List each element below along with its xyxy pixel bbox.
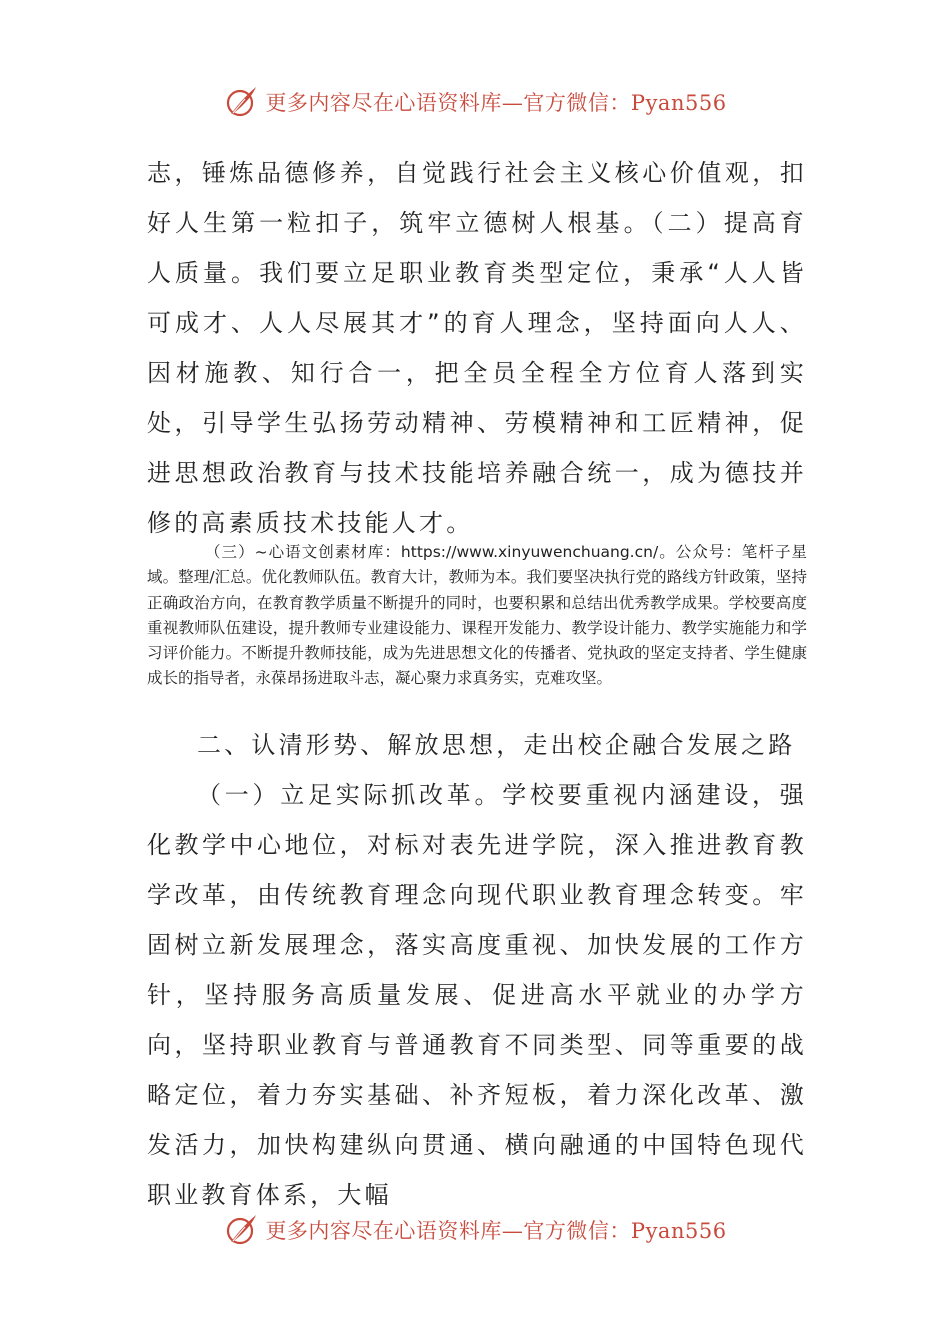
small-paragraph: （三）~心语文创素材库：https://www.xinyuwenchuang.cn/。公众号：笔杆子星域。整理/汇总。优化教师队伍。教育大计，教师为本。我们要坚决执行党的路线方针政策，坚持正确政治方向，在教育教学质量不断提升的同时，也要积累和总结出优秀教学成果。学校要高度重视教师队伍建设，提升教师专业建设能力、课程开发能力、教学设计能力、教学实施能力和学习评价能力。不断提升教师技能，成为先进思想文化的传播者、党执政的坚定支持者、学生健康成长的指导者，永葆昂扬进取斗志，凝心聚力求真务实，克难攻坚。 bbox=[147, 543, 807, 688]
section-heading: 二、认清形势、解放思想，走出校企融合发展之路 bbox=[197, 731, 796, 759]
body-paragraph: （一）立足实际抓改革。学校要重视内涵建设，强化教学中心地位，对标对表先进学院，深入推进教育教学改革，由传统教育理念向现代职业教育理念转变。牢固树立新发展理念，落实高度重视、加快发展的工作方针，坚持服务高质量发展、促进高水平就业的办学方向，坚持职业教育与普通教育不同类型、同等重要的战略定位，着力夯实基础、补齐短板，着力深化改革、激发活力，加快构建纵向贯通、横向融通的中国特色现代职业教育体系，大幅 bbox=[147, 781, 807, 1209]
footer-banner bbox=[0, 1208, 950, 1252]
header-banner bbox=[0, 80, 950, 124]
quill-logo-icon bbox=[223, 84, 259, 120]
quill-logo-icon bbox=[223, 1212, 259, 1248]
banner-text: 更多内容尽在心语资料库—官方微信：Pyan556 bbox=[265, 91, 727, 115]
body-paragraph: 志，锤炼品德修养，自觉践行社会主义核心价值观，扣好人生第一粒扣子，筑牢立德树人根基。（二）提高育人质量。我们要立足职业教育类型定位，秉承“人人皆可成才、人人尽展其才”的育人理念，坚持面向人人、因材施教、知行合一，把全员全程全方位育人落到实处，引导学生弘扬劳动精神、劳模精神和工匠精神，促进思想政治教育与技术技能培养融合统一，成为德技并修的高素质技术技能人才。 bbox=[147, 159, 807, 537]
banner-text: 更多内容尽在心语资料库—官方微信：Pyan556 bbox=[265, 1219, 727, 1243]
